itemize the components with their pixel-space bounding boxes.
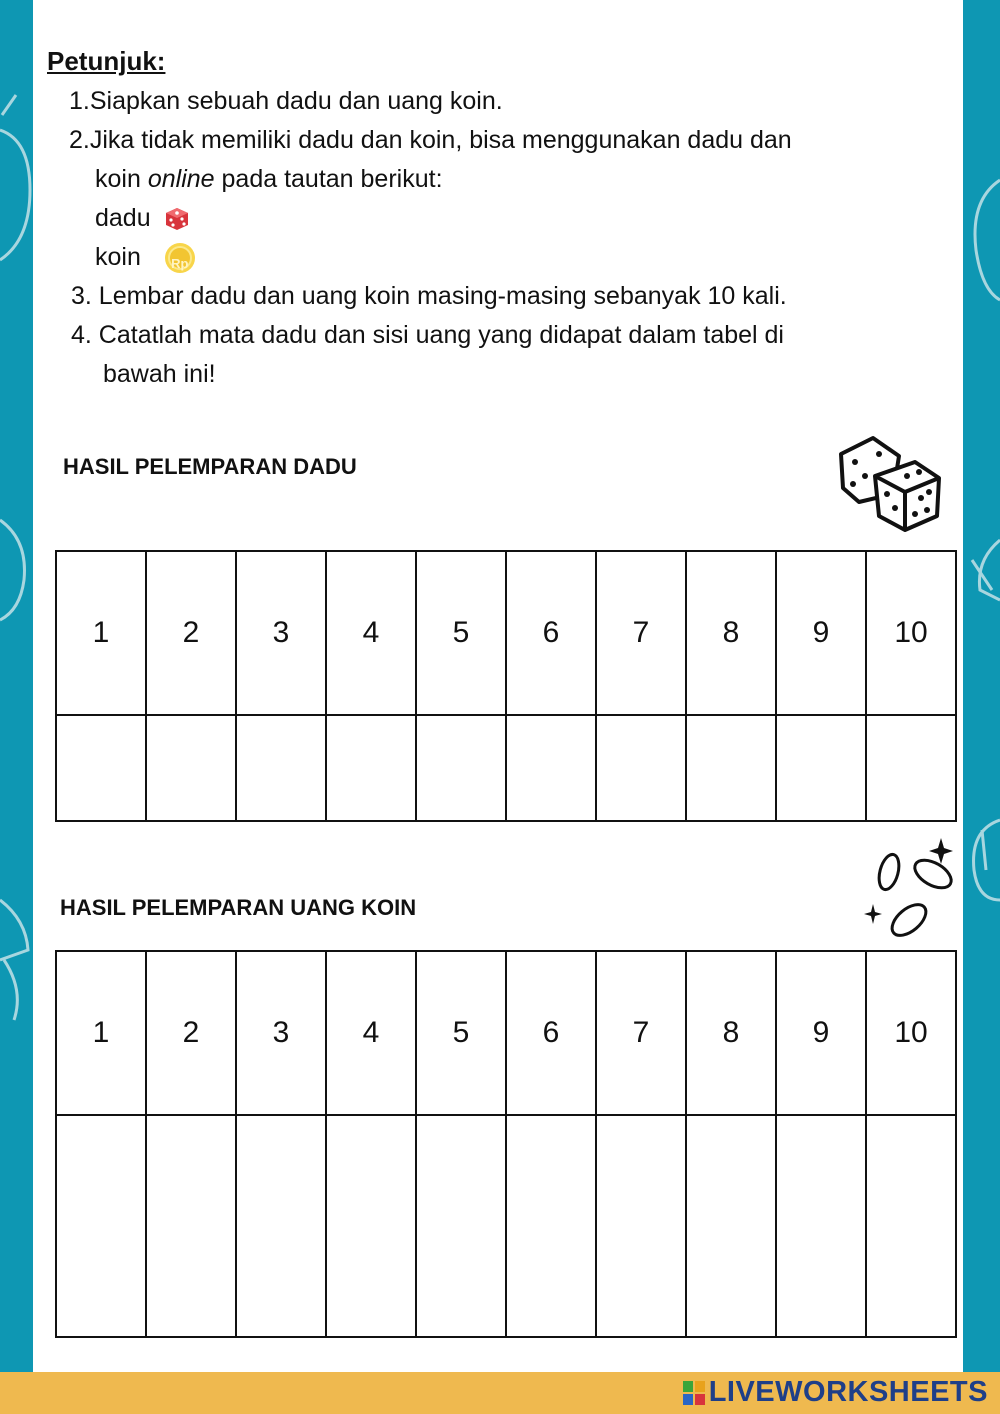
coin-answer-cell[interactable] (236, 1115, 326, 1337)
step-2-cont-post: pada tautan berikut: (221, 165, 443, 193)
dice-header-cell: 8 (686, 551, 776, 715)
instruction-step-4-continued: bawah ini! (103, 360, 216, 388)
dice-header-cell: 6 (506, 551, 596, 715)
coin-header-cell: 9 (776, 951, 866, 1115)
dice-header-cell: 5 (416, 551, 506, 715)
coin-header-cell: 10 (866, 951, 956, 1115)
dice-header-cell: 2 (146, 551, 236, 715)
dice-header-cell: 1 (56, 551, 146, 715)
coin-header-cell: 5 (416, 951, 506, 1115)
dice-answer-cell[interactable] (866, 715, 956, 821)
coin-header-cell: 3 (236, 951, 326, 1115)
coin-results-table (55, 950, 957, 1338)
dice-answer-cell[interactable] (776, 715, 866, 821)
step-2-number: 2. (69, 126, 90, 154)
coin-answer-cell[interactable] (416, 1115, 506, 1337)
dice-answer-cell[interactable] (416, 715, 506, 821)
coin-header-cell: 2 (146, 951, 236, 1115)
coin-header-cell: 1 (56, 951, 146, 1115)
dice-header-cell: 4 (326, 551, 416, 715)
coin-answer-cell[interactable] (146, 1115, 236, 1337)
coin-answer-cell[interactable] (596, 1115, 686, 1337)
coins-sparkle-icon (861, 834, 955, 944)
coin-answer-row[interactable] (56, 1115, 956, 1337)
coin-answer-cell[interactable] (56, 1115, 146, 1337)
dice-header-cell: 7 (596, 551, 686, 715)
instructions-title: Petunjuk: (47, 46, 166, 76)
worksheet-page (33, 0, 963, 1372)
coin-answer-cell[interactable] (776, 1115, 866, 1337)
dice-link-label[interactable]: dadu (95, 204, 151, 232)
instruction-step-2 (69, 125, 792, 155)
coin-answer-cell[interactable] (326, 1115, 416, 1337)
instruction-step-4: 4. Catatlah mata dadu dan sisi uang yang didapat dalam tabel di (71, 321, 784, 349)
coin-link-label[interactable]: koin (95, 243, 141, 271)
red-dice-icon[interactable] (164, 206, 190, 232)
coin-answer-cell[interactable] (686, 1115, 776, 1337)
step-1-number: 1. (69, 87, 90, 115)
pencil-doodle-icon (962, 0, 1000, 1372)
liveworksheets-logo-icon (683, 1381, 705, 1405)
dice-answer-cell[interactable] (146, 715, 236, 821)
coin-section-title: HASIL PELEMPARAN UANG KOIN (60, 895, 417, 920)
dice-header-cell: 10 (866, 551, 956, 715)
dice-header-row (56, 551, 956, 715)
step-1-text: Siapkan sebuah dadu dan uang koin. (89, 87, 503, 115)
instruction-step-3: 3. Lembar dadu dan uang koin masing-masing sebanyak 10 kali. (71, 282, 787, 310)
dice-pair-icon (835, 432, 945, 536)
step-2-cont-pre: koin (95, 165, 141, 193)
dice-results-table (55, 550, 957, 822)
coin-link-row[interactable] (95, 242, 196, 274)
lightbulb-doodle-icon (0, 0, 34, 1372)
dice-answer-cell[interactable] (326, 715, 416, 821)
liveworksheets-brand[interactable] (683, 1376, 988, 1409)
dice-section-title: HASIL PELEMPARAN DADU (63, 454, 357, 479)
dice-answer-cell[interactable] (506, 715, 596, 821)
dice-answer-cell[interactable] (56, 715, 146, 821)
gold-coin-icon[interactable] (164, 242, 196, 274)
instruction-step-2-continued (95, 164, 443, 194)
coin-header-cell: 7 (596, 951, 686, 1115)
step-2-cont-online: online (147, 165, 215, 193)
footer-bar (0, 1372, 1000, 1414)
coin-answer-cell[interactable] (506, 1115, 596, 1337)
coin-answer-cell[interactable] (866, 1115, 956, 1337)
coin-symbol: Rp (171, 256, 189, 272)
left-border-decoration (0, 0, 34, 1372)
dice-answer-cell[interactable] (686, 715, 776, 821)
dice-answer-cell[interactable] (596, 715, 686, 821)
dice-answer-row[interactable] (56, 715, 956, 821)
dice-link-row[interactable] (95, 203, 190, 233)
brand-name: LIVEWORKSHEETS (708, 1376, 988, 1408)
coin-header-cell: 6 (506, 951, 596, 1115)
coin-header-cell: 8 (686, 951, 776, 1115)
coin-header-cell: 4 (326, 951, 416, 1115)
dice-header-cell: 9 (776, 551, 866, 715)
step-2-text: Jika tidak memiliki dadu dan koin, bisa menggunakan dadu dan (89, 126, 792, 154)
coin-header-row (56, 951, 956, 1115)
right-border-decoration (962, 0, 1000, 1372)
dice-answer-cell[interactable] (236, 715, 326, 821)
instruction-step-1 (69, 86, 503, 116)
dice-header-cell: 3 (236, 551, 326, 715)
